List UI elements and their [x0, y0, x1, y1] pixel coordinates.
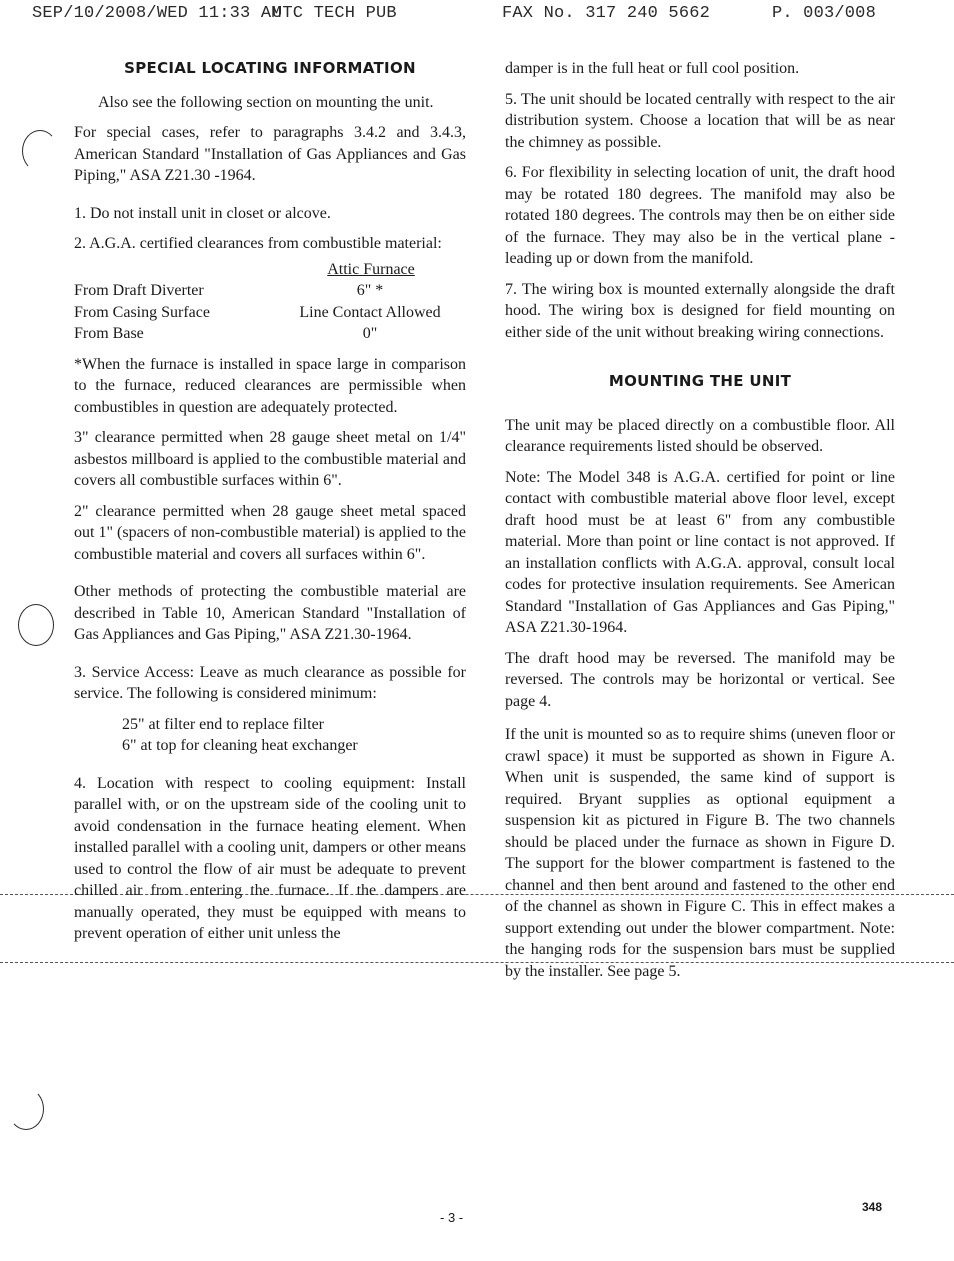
fax-number: FAX No. 317 240 5662: [502, 4, 711, 23]
table-row: [74, 302, 466, 324]
paragraph-continuation: damper is in the full heat or full cool position.: [505, 60, 800, 77]
fax-sender: UTC TECH PUB: [272, 4, 397, 23]
list-item-3: 3. Service Access: Leave as much clearance as possible for service. The following is considered minimum:: [74, 663, 466, 702]
note-3-inch-clearance: 3" clearance permitted when 28 gauge sheet metal on 1/4" asbestos millboard is applied to the combustible material and covers all combustible surfaces within 6".: [74, 429, 466, 489]
paragraph-other-methods: Other methods of protecting the combustible material are described in Table 10, American Standard "Installation of Gas Appliances and Gas Piping," ASA Z21.30-1964.: [74, 583, 466, 643]
list-item-5: 5. The unit should be located centrally with respect to the air distribution system. Choose a location that will be as near the chimney as possible.: [505, 90, 895, 151]
clearance-table: [74, 259, 466, 345]
table-row: [74, 323, 466, 345]
page-number: - 3 -: [440, 1210, 464, 1225]
row-value: 6" *: [356, 282, 384, 299]
row-label: From Draft Diverter: [74, 282, 204, 299]
list-item-4: 4. Location with respect to cooling equipment: Install parallel with, or on the upstream side of the cooling unit to avoid condensation in the furnace heating element. When installed parallel with a cooling unit, dampers or other means used to control the flow of air must be adequate to prevent chilled air from entering the furnace. If the dampers are manually operated, they must be equipped with means to prevent operation of either unit unless the: [74, 774, 466, 942]
paragraph-shims-support: If the unit is mounted so as to require shims (uneven floor or crawl space) it must be supported as shown in Figure A. When unit is suspended, the same kind of support is required. Bryant supplies as optional equipment a suspension kit as pictured in Figure B. The two channels should be placed under the furnace as shown in Figure D. The support for the blower compartment is fastened to the channel and then bent around and fastened to the other end of the channel as shown in Figure C. This in effect makes a support extending out under the blower compartment. Note: the hanging rods for the suspension bars must be supplied by the installer. See page 5.: [505, 726, 895, 980]
list-item-6: 6. For flexibility in selecting location of unit, the draft hood may be rotated 180 degrees. The manifold may also be rotated 180 degrees. The controls may then be on either side of the furnace. They may also be in the vertical plane - leading up or down from the manifold.: [505, 164, 895, 267]
note-2-inch-clearance: 2" clearance permitted when 28 gauge sheet metal spaced out 1" (spacers of non-combustible material) is applied to the combustible material and covers all surfaces within 6".: [74, 502, 466, 563]
binder-hole: [8, 1088, 44, 1130]
list-item-7: 7. The wiring box is mounted externally alongside the draft hood. The wiring box is designed for field mounting on either side of the unit without breaking wiring connections.: [505, 280, 895, 341]
row-label: From Casing Surface: [74, 303, 210, 321]
row-value: Line Contact Allowed: [299, 303, 441, 321]
service-access-filter: 25" at filter end to replace filter: [122, 715, 324, 733]
note-reduced-clearances: *When the furnace is installed in space large in comparison to the furnace, reduced clearances are permissible when combustibles in question are adequately protected.: [74, 355, 466, 416]
model-number: 348: [862, 1200, 883, 1214]
section-heading-mounting: MOUNTING THE UNIT: [608, 372, 792, 390]
section-heading-special-locating: SPECIAL LOCATING INFORMATION: [124, 59, 416, 77]
list-item-1: 1. Do not install unit in closet or alcove.: [74, 204, 331, 222]
fax-page: P. 003/008: [771, 4, 876, 23]
paragraph-draft-hood-reversed: The draft hood may be reversed. The manifold may be reversed. The controls may be horizontal or vertical. See page 4.: [505, 649, 895, 710]
table-row: [74, 280, 466, 302]
paragraph-special-cases: For special cases, refer to paragraphs 3.4.2 and 3.4.3, American Standard "Installation of Gas Appliances and Gas Piping," ASA Z21.30 -1964.: [74, 124, 466, 184]
binder-hole: [18, 604, 54, 646]
list-item-2: 2. A.G.A. certified clearances from combustible material:: [74, 235, 442, 252]
left-column: [74, 58, 466, 945]
service-access-top: 6" at top for cleaning heat exchanger: [122, 737, 358, 754]
clearance-table-header: [74, 259, 466, 281]
paragraph-combustible-floor: The unit may be placed directly on a combustible floor. All clearance requirements listed should be observed.: [505, 416, 895, 455]
paragraph-see-mounting: Also see the following section on mounting the unit.: [98, 93, 434, 111]
right-column: [505, 58, 895, 982]
row-value: 0": [362, 325, 378, 342]
column-header-attic-furnace: Attic Furnace: [327, 260, 415, 278]
fax-header: [32, 4, 876, 26]
note-model-348: Note: The Model 348 is A.G.A. certified for point or line contact with combustible material above floor level, except draft hood must be at least 6" from any combustible material. More than point or line contact is not approved. If an installation conflicts with A.G.A. approval, consult local codes for protective insulation requirements. See American Standard "Installation of Gas Appliances and Gas Piping," ASA Z21.30-1964.: [505, 468, 895, 636]
fax-date: SEP/10/2008/WED 11:33 AM: [32, 4, 282, 23]
row-label: From Base: [74, 325, 144, 342]
binder-hole: [22, 130, 58, 172]
